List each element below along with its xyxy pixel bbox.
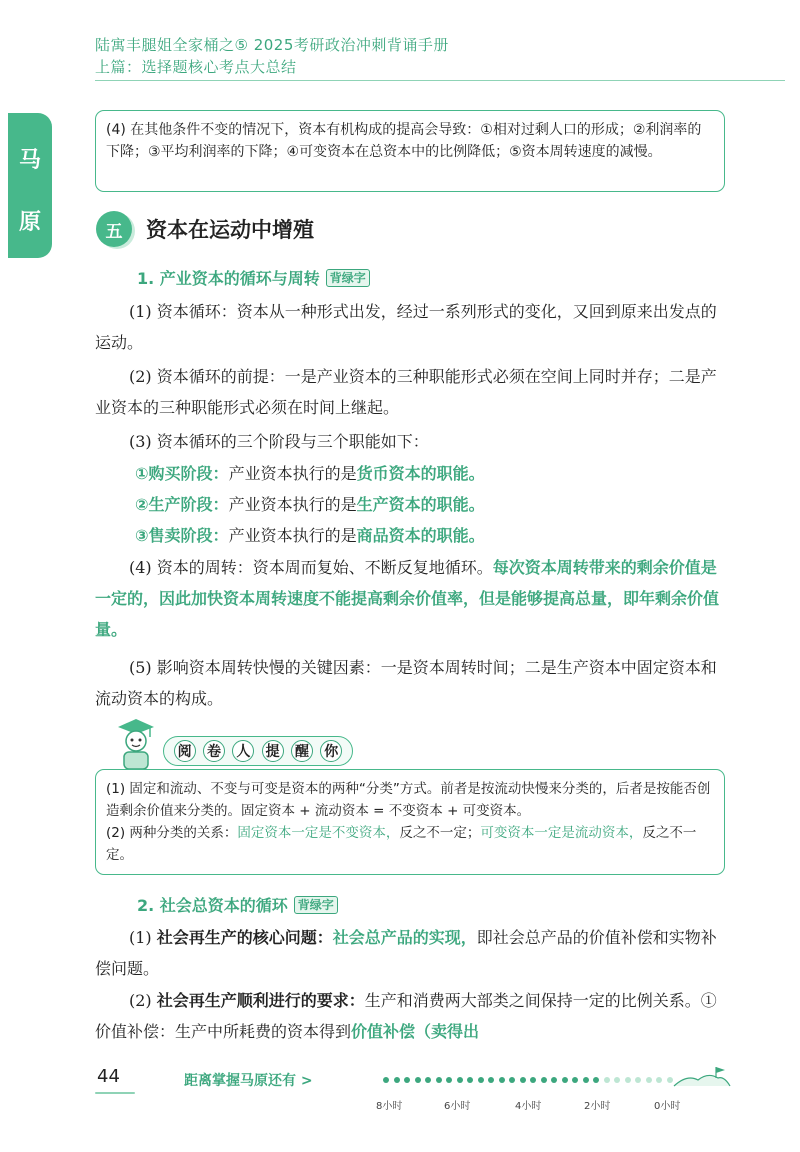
subheading-1 <box>137 266 370 289</box>
reminder-2-green-b: 可变资本一定是流动资本， <box>480 825 643 841</box>
paragraph-1-text: (1) 资本循环：资本从一种形式出发，经过一系列形式的变化，又回到原来出发点的运动。 <box>95 302 717 352</box>
q1-num: (1) <box>129 928 157 947</box>
reminder-title-char: 人 <box>232 740 254 762</box>
q2-text: 生产和消费两大部类之间保持一定的比例关系。①价值补偿：生产中所耗费的资本得到 <box>95 991 717 1041</box>
header-divider <box>95 80 785 81</box>
progress-dot <box>520 1077 526 1083</box>
reminder-point-2 <box>106 822 714 866</box>
reminder-title <box>163 736 353 766</box>
progress-dot <box>614 1077 620 1083</box>
stage-item <box>135 492 485 515</box>
paragraph-q1 <box>95 922 730 984</box>
page-number: 44 <box>97 1066 120 1087</box>
footer-progress-label: 距离掌握马原还有 > <box>184 1073 313 1089</box>
progress-dot <box>572 1077 578 1083</box>
stage-function: 商品资本的职能。 <box>356 526 485 545</box>
progress-dot <box>446 1077 452 1083</box>
progress-dot <box>562 1077 568 1083</box>
stage-label: ②生产阶段： <box>135 495 229 514</box>
progress-dot <box>593 1077 599 1083</box>
paragraph-4 <box>95 552 730 645</box>
side-tab-char-1: 马 <box>18 147 41 173</box>
reminder-title-char: 阅 <box>174 740 196 762</box>
stage-text: 产业资本执行的是 <box>228 464 357 483</box>
mountain-flag-icon <box>672 1066 732 1088</box>
progress-dot <box>551 1077 557 1083</box>
paragraph-3 <box>95 426 730 457</box>
header-line-1: 陆寓丰腿姐全家桶之⑤ 2025考研政治冲刺背诵手册 <box>95 36 449 54</box>
stage-label: ①购买阶段： <box>135 464 229 483</box>
progress-label: 2小时 <box>584 1101 611 1112</box>
reminder-title-char: 提 <box>262 740 284 762</box>
progress-dot <box>583 1077 589 1083</box>
page-number-underline <box>95 1092 135 1094</box>
reminder-2-green-a: 固定资本一定是不变资本， <box>237 825 400 841</box>
subheading-2 <box>137 893 338 916</box>
progress-dot <box>425 1077 431 1083</box>
progress-dot <box>530 1077 536 1083</box>
reminder-2-text-a: 反之不一定； <box>399 825 481 841</box>
subheading-1-title: 1. 产业资本的循环与周转 <box>137 269 320 288</box>
memorize-badge: 背绿字 <box>294 896 338 914</box>
paragraph-1 <box>95 296 730 358</box>
stage-item <box>135 461 485 484</box>
q1-text: 即社会总产品的价值补偿和实物补偿问题。 <box>95 928 717 978</box>
progress-dot <box>415 1077 421 1083</box>
progress-dot <box>499 1077 505 1083</box>
paragraph-5-text: (5) 影响资本周转快慢的关键因素：一是资本周转时间；二是生产资本中固定资本和流动资本的构成。 <box>95 658 717 708</box>
stage-function: 生产资本的职能。 <box>356 495 485 514</box>
paragraph-2 <box>95 361 730 423</box>
progress-dot <box>404 1077 410 1083</box>
reminder-title-char: 醒 <box>291 740 313 762</box>
side-tab-char-2: 原 <box>18 209 41 235</box>
progress-label: 8小时 <box>376 1101 403 1112</box>
q2-green: 价值补偿（卖得出 <box>351 1022 480 1041</box>
section-number-badge: 五 <box>96 211 132 247</box>
progress-dot <box>394 1077 400 1083</box>
header-line-2: 上篇：选择题核心考点大总结 <box>95 58 297 76</box>
paragraph-5 <box>95 652 730 714</box>
reminder-title-char: 卷 <box>203 740 225 762</box>
progress-dot <box>436 1077 442 1083</box>
q2-bold: 社会再生产顺利进行的要求： <box>156 991 365 1010</box>
progress-dot <box>488 1077 494 1083</box>
reminder-2-lead: (2) 两种分类的关系： <box>106 825 238 841</box>
running-header <box>95 34 449 78</box>
graduate-character-icon <box>114 715 158 771</box>
progress-dot <box>646 1077 652 1083</box>
paragraph-2-text: (2) 资本循环的前提：一是产业资本的三种职能形式必须在空间上同时并存；二是产业资本的三种职能形式必须在时间上继起。 <box>95 367 717 417</box>
progress-dot <box>541 1077 547 1083</box>
stage-label: ③售卖阶段： <box>135 526 229 545</box>
top-note-text: (4) 在其他条件不变的情况下，资本有机构成的提高会导致：①相对过剩人口的形成；②利润率的下降；③平均利润率的下降；④可变资本在总资本中的比例降低；⑤资本周转速度的减慢。 <box>106 122 702 160</box>
q2-num: (2) <box>129 991 157 1010</box>
top-note-box <box>95 110 725 192</box>
progress-label: 0小时 <box>654 1101 681 1112</box>
section-heading <box>96 211 314 247</box>
progress-dot <box>635 1077 641 1083</box>
stage-text: 产业资本执行的是 <box>228 495 357 514</box>
progress-dot <box>478 1077 484 1083</box>
stage-text: 产业资本执行的是 <box>228 526 357 545</box>
progress-dot <box>509 1077 515 1083</box>
side-chapter-tab <box>8 113 52 258</box>
paragraph-4-text: (4) 资本的周转：资本周而复始、不断反复地循环。 <box>129 558 493 577</box>
section-title: 资本在运动中增殖 <box>146 218 314 242</box>
reminder-2-text-b: 反之不一定。 <box>106 825 697 863</box>
reminder-point-1: (1) 固定和流动、不变与可变是资本的两种“分类”方式。前者是按流动快慢来分类的，后者是按能否创造剩余价值来分类的。固定资本 + 流动资本 = 不变资本 + 可变资本。 <box>106 781 711 819</box>
progress-dot <box>457 1077 463 1083</box>
progress-dot <box>604 1077 610 1083</box>
progress-label: 4小时 <box>515 1101 542 1112</box>
stage-item <box>135 523 485 546</box>
q1-green: 社会总产品的实现， <box>332 928 477 947</box>
reminder-title-char: 你 <box>320 740 342 762</box>
progress-label: 6小时 <box>444 1101 471 1112</box>
paragraph-4-highlight: 每次资本周转带来的剩余价值是一定的，因此加快资本周转速度不能提高剩余价值率，但是能够提高总量，即年剩余价值量。 <box>95 558 720 639</box>
stage-function: 货币资本的职能。 <box>356 464 485 483</box>
reminder-box <box>95 769 725 875</box>
memorize-badge: 背绿字 <box>326 269 370 287</box>
paragraph-3-text: (3) 资本循环的三个阶段与三个职能如下： <box>129 432 429 451</box>
progress-dot <box>383 1077 389 1083</box>
paragraph-q2 <box>95 985 730 1047</box>
progress-dot <box>467 1077 473 1083</box>
progress-dot <box>656 1077 662 1083</box>
q1-bold: 社会再生产的核心问题： <box>156 928 333 947</box>
progress-dot <box>625 1077 631 1083</box>
subheading-2-title: 2. 社会总资本的循环 <box>137 896 288 915</box>
